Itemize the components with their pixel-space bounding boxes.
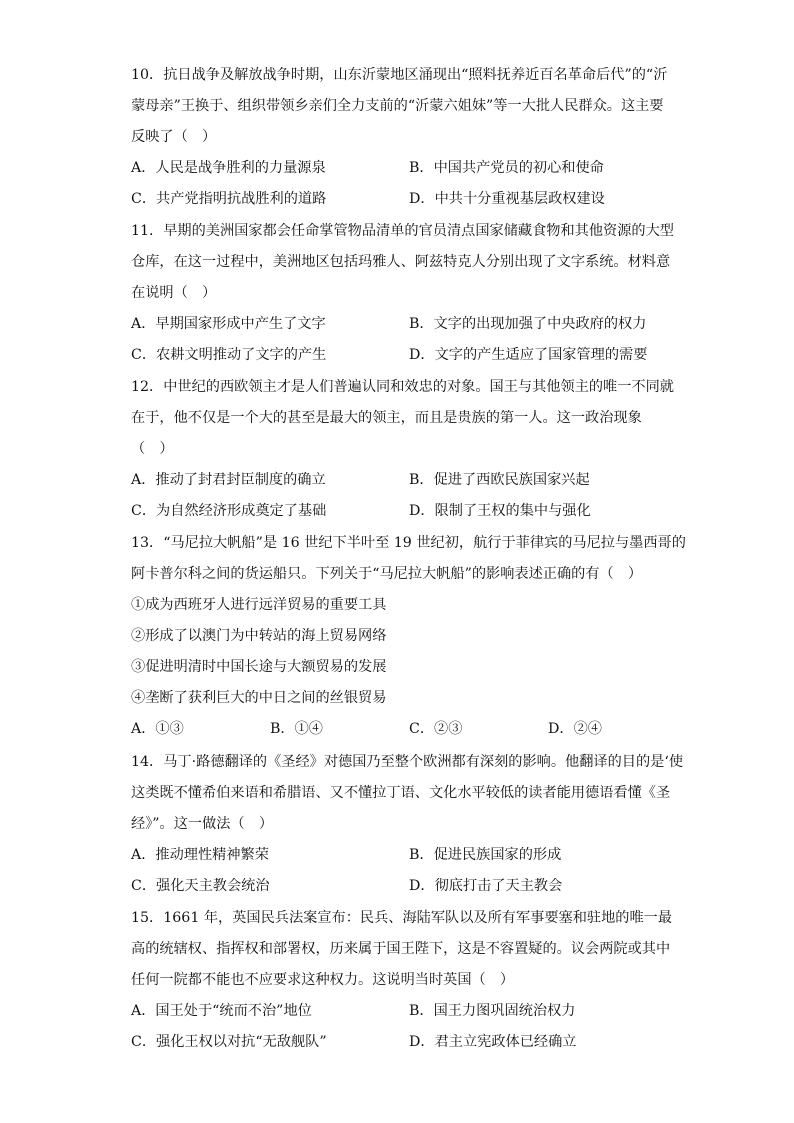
option-c[interactable]: C．共产党指明抗战胜利的道路 xyxy=(131,191,327,207)
option-b[interactable]: B．①④ xyxy=(270,721,323,737)
question-stem-line: （ ） xyxy=(131,441,174,457)
question-stem-line: 高的统辖权、指挥权和部署权，历来属于国王陛下，这是不容置疑的。议会两院或其中 xyxy=(131,941,671,957)
question-12 xyxy=(131,372,674,527)
option-b[interactable]: B．促进了西欧民族国家兴起 xyxy=(409,472,590,488)
question-stem-line: 经》”。这一做法（ ） xyxy=(131,816,274,832)
option-b[interactable]: B．中国共产党员的初心和使命 xyxy=(409,160,604,176)
question-14 xyxy=(131,747,684,902)
question-stem-line: 反映了（ ） xyxy=(131,129,217,145)
question-stem-line: 仓库，在这一过程中，美洲地区包括玛雅人、阿兹特克人分别出现了文字系统。材料意 xyxy=(131,254,671,270)
option-row xyxy=(131,465,671,496)
option-d[interactable]: D．中共十分重视基层政权建设 xyxy=(409,191,605,207)
option-d[interactable]: D．彻底打击了天主教会 xyxy=(409,878,563,894)
option-b[interactable]: B．国王力图巩固统治权力 xyxy=(409,1003,576,1019)
option-d[interactable]: D．君主立宪政体已经确立 xyxy=(409,1034,577,1050)
question-13 xyxy=(131,528,686,745)
option-row xyxy=(131,1027,671,1058)
option-c[interactable]: C．②③ xyxy=(409,721,463,737)
statement-3: ③促进明清时中国长途与大额贸易的发展 xyxy=(131,659,387,675)
question-stem-line: 10．抗日战争及解放战争时期，山东沂蒙地区涌现出“照料抚养近百名革命后代”的“沂 xyxy=(131,67,668,83)
option-a[interactable]: A．①③ xyxy=(131,721,184,737)
option-a[interactable]: A．国王处于“统而不治”地位 xyxy=(131,1003,312,1019)
option-c[interactable]: C．强化天主教会统治 xyxy=(131,878,270,894)
option-c[interactable]: C．农耕文明推动了文字的产生 xyxy=(131,347,327,363)
option-a[interactable]: A．早期国家形成中产生了文字 xyxy=(131,316,326,332)
question-stem-line: 11．早期的美洲国家都会任命掌管物品清单的官员清点国家储藏食物和其他资源的大型 xyxy=(131,223,674,239)
question-stem-line: 15．1661 年，英国民兵法案宣布：民兵、海陆军队以及所有军事要塞和驻地的唯一最 xyxy=(131,910,673,926)
question-stem-line: 蒙母亲”王换于、组织带领乡亲们全力支前的“沂蒙六姐妹”等一大批人民群众。这主要 xyxy=(131,98,664,114)
option-a[interactable]: A．推动理性精神繁荣 xyxy=(131,847,269,863)
option-c[interactable]: C．为自然经济形成奠定了基础 xyxy=(131,503,327,519)
question-stem-line: 这类既不懂希伯来语和希腊语、又不懂拉丁语、文化水平较低的读者能用德语看懂《圣 xyxy=(131,785,671,801)
option-a[interactable]: A．人民是战争胜利的力量源泉 xyxy=(131,160,326,176)
question-stem-line: 任何一院都不能也不应要求这种权力。这说明当时英国（ ） xyxy=(131,972,515,988)
question-stem-line: 14．马丁·路德翻译的《圣经》对德国乃至整个欧洲都有深刻的影响。他翻译的目的是‘使 xyxy=(131,754,684,770)
question-10 xyxy=(131,60,671,215)
question-stem-line: 在说明（ ） xyxy=(131,285,217,301)
question-15 xyxy=(131,903,671,1058)
statement-1: ①成为西班牙人进行远洋贸易的重要工具 xyxy=(131,597,387,613)
question-stem-line: 阿卡普尔科之间的货运船只。下列关于“马尼拉大帆船”的影响表述正确的有（ ） xyxy=(131,566,643,582)
option-d[interactable]: D．②④ xyxy=(548,721,602,737)
question-stem-line: 在于，他不仅是一个大的甚至是最大的领主，而且是贵族的第一人。这一政治现象 xyxy=(131,410,642,426)
option-row xyxy=(131,871,671,902)
option-row xyxy=(131,309,671,340)
question-stem-line: 12．中世纪的西欧领主才是人们普遍认同和效忠的对象。国王与其他领主的唯一不同就 xyxy=(131,379,674,395)
question-11 xyxy=(131,216,674,371)
option-b[interactable]: B．文字的出现加强了中央政府的权力 xyxy=(409,316,647,332)
option-row xyxy=(131,996,671,1027)
statement-4: ④垄断了获利巨大的中日之间的丝银贸易 xyxy=(131,690,387,706)
question-stem-line: 13．“马尼拉大帆船”是 16 世纪下半叶至 19 世纪初，航行于菲律宾的马尼拉与墨西哥的 xyxy=(131,535,686,551)
option-b[interactable]: B．促进民族国家的形成 xyxy=(409,847,562,863)
option-row xyxy=(131,153,671,184)
option-row xyxy=(131,840,671,871)
option-row xyxy=(131,340,671,371)
option-row xyxy=(131,714,671,745)
option-d[interactable]: D．文字的产生适应了国家管理的需要 xyxy=(409,347,648,363)
option-c[interactable]: C．强化王权以对抗“无敌舰队” xyxy=(131,1034,327,1050)
statement-2: ②形成了以澳门为中转站的海上贸易网络 xyxy=(131,628,387,644)
option-row xyxy=(131,496,671,527)
option-d[interactable]: D．限制了王权的集中与强化 xyxy=(409,503,591,519)
option-row xyxy=(131,184,671,215)
option-a[interactable]: A．推动了封君封臣制度的确立 xyxy=(131,472,326,488)
